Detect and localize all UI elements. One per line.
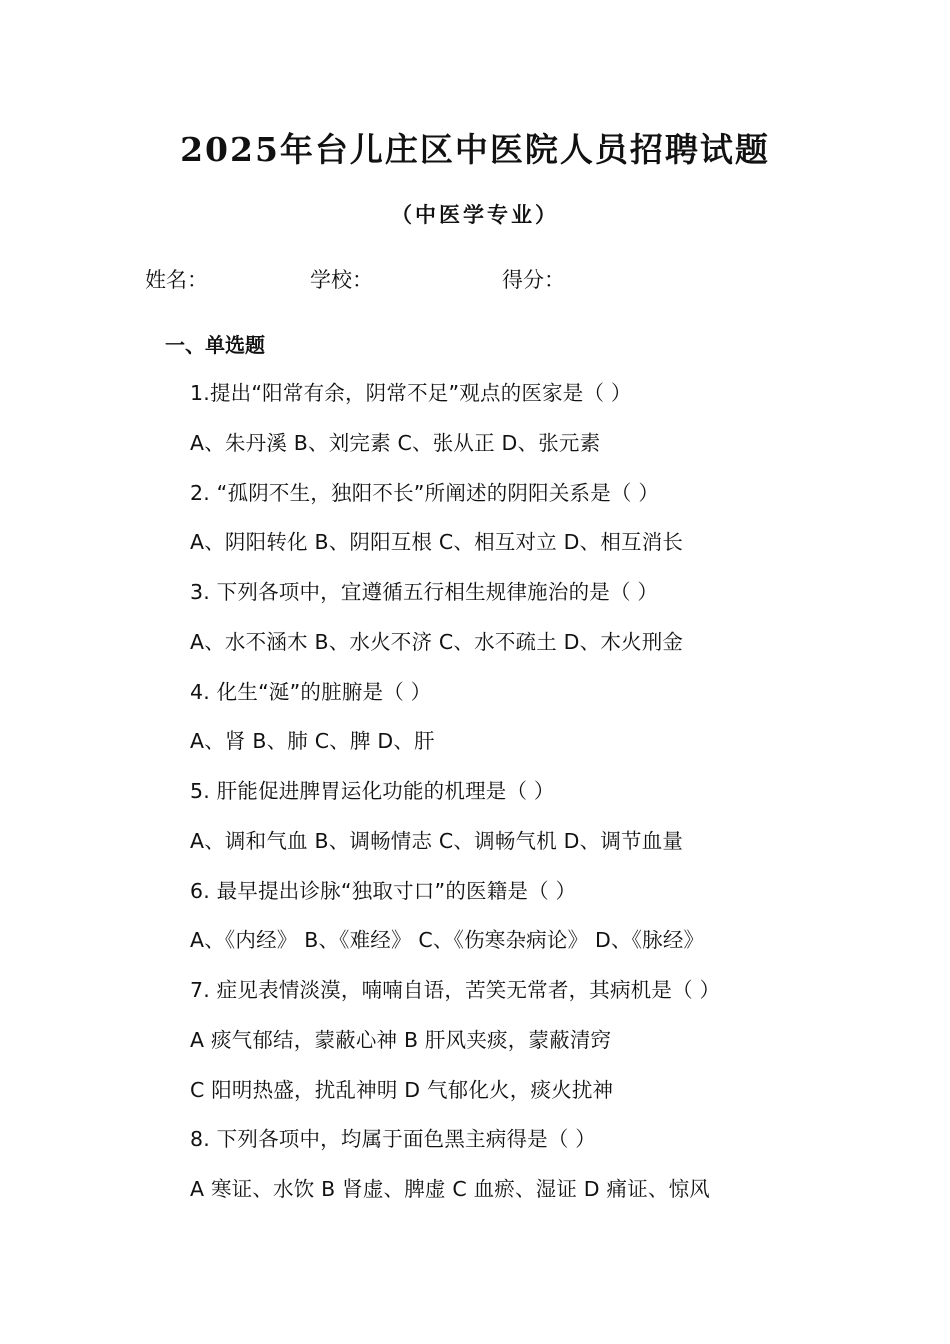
options-line: A、朱丹溪 B、刘完素 C、张从正 D、张元素 bbox=[190, 430, 601, 455]
question-line: 5. 肝能促进脾胃运化功能的机理是（ ） bbox=[190, 779, 555, 803]
exam-title: 2025年台儿庄区中医院人员招聘试题 bbox=[180, 130, 770, 169]
question-line: 1.提出“阳常有余，阴常不足”观点的医家是（ ） bbox=[190, 381, 632, 405]
score-label: 得分： bbox=[502, 268, 565, 292]
question-line: 2. “孤阴不生，独阳不长”所阐述的阴阳关系是（ ） bbox=[190, 480, 660, 505]
question-list bbox=[190, 375, 910, 1221]
question-line: 7. 症见表情淡漠，喃喃自语，苦笑无常者，其病机是（ ） bbox=[190, 978, 721, 1002]
name-label: 姓名： bbox=[145, 268, 208, 292]
options-line: A、《内经》 B、《难经》 C、《伤寒杂病论》 D、《脉经》 bbox=[190, 928, 705, 953]
options-line: A 痰气郁结，蒙蔽心神 B 肝风夹痰，蒙蔽清窍 bbox=[190, 1027, 612, 1052]
options-line: A、水不涵木 B、水火不济 C、水不疏土 D、木火刑金 bbox=[190, 629, 684, 654]
options-line: C 阳明热盛，扰乱神明 D 气郁化火，痰火扰神 bbox=[190, 1077, 614, 1102]
exam-subtitle: （中医学专业） bbox=[391, 203, 559, 227]
question-line: 6. 最早提出诊脉“独取寸口”的医籍是（ ） bbox=[190, 878, 577, 903]
options-line: A、阴阳转化 B、阴阳互根 C、相互对立 D、相互消长 bbox=[190, 530, 684, 555]
options-line: A 寒证、水饮 B 肾虚、脾虚 C 血瘀、湿证 D 痛证、惊风 bbox=[190, 1177, 710, 1201]
options-line: A、肾 B、肺 C、脾 D、肝 bbox=[190, 729, 435, 754]
question-line: 3. 下列各项中，宜遵循五行相生规律施治的是（ ） bbox=[190, 580, 659, 604]
question-line: 8. 下列各项中，均属于面色黑主病得是（ ） bbox=[190, 1127, 596, 1152]
school-label: 学校： bbox=[310, 268, 373, 292]
options-line: A、调和气血 B、调畅情志 C、调畅气机 D、调节血量 bbox=[190, 828, 684, 853]
candidate-info-row bbox=[145, 262, 845, 298]
section-heading: 一、单选题 bbox=[165, 333, 265, 357]
question-line: 4. 化生“涎”的脏腑是（ ） bbox=[190, 679, 432, 704]
